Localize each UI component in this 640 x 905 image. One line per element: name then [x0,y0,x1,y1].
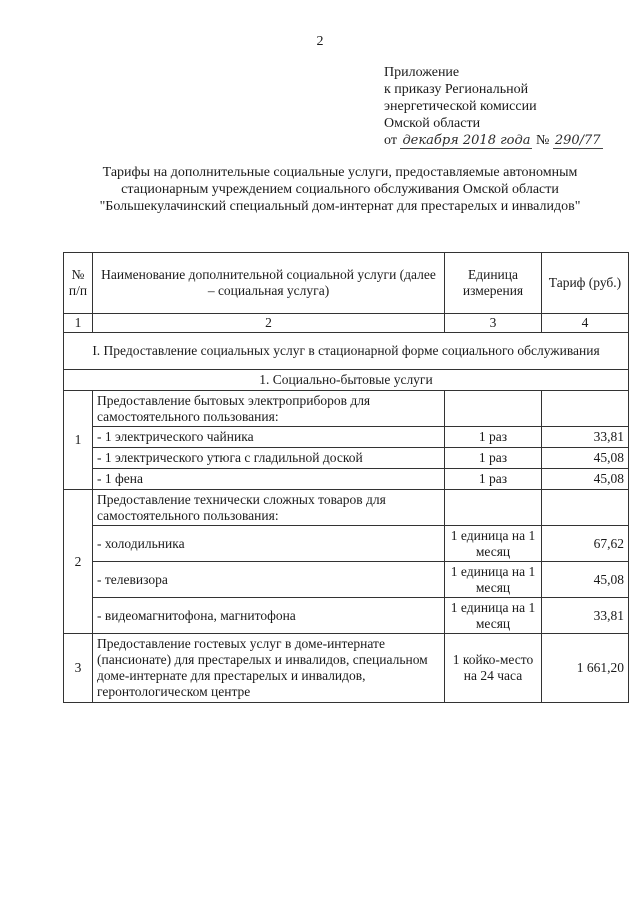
section-title: I. Предоставление социальных услуг в стационарной форме социального обслуживания [64,333,629,370]
empty-cell [542,490,629,526]
page-number: 2 [316,34,324,49]
document-title: Тарифы на дополнительные социальные услуги, предоставляемые автономным стационарным учреждением социального обслуживания Омской области "Большекулачинский специальный дом-интернат для престарелых и инвалидов" [99,165,581,214]
table-row [64,448,629,469]
service-name: Предоставление гостевых услуг в доме-интернате (пансионате) для престарелых и инвалидов, специальном доме-интернате для престарелых и инвалидов, геронтологическом центре [93,634,445,703]
empty-cell [445,391,542,427]
table-row [64,391,629,427]
service-tariff: 67,62 [542,526,629,562]
appendix-block [384,64,603,149]
tariff-table [63,252,629,703]
row-number: 2 [64,490,93,634]
handwritten-date: декабря 2018 года [402,133,531,148]
row-number: 3 [64,634,93,703]
column-number: 1 [64,314,93,333]
service-unit: 1 раз [445,448,542,469]
service-tariff: 33,81 [542,427,629,448]
header-name: Наименование дополнительной социальной услуги (далее – социальная услуга) [93,253,445,314]
subsection-title: 1. Социально-бытовые услуги [64,370,629,391]
service-name: - телевизора [93,562,445,598]
appendix-date-line [384,132,603,149]
column-number: 3 [445,314,542,333]
service-unit: 1 раз [445,427,542,448]
column-numbers-row [64,314,629,333]
section-row [64,333,629,370]
header-num: № п/п [64,253,93,314]
service-tariff: 1 661,20 [542,634,629,703]
service-unit: 1 единица на 1 месяц [445,562,542,598]
service-name: - 1 электрического чайника [93,427,445,448]
table-row [64,427,629,448]
service-tariff: 45,08 [542,562,629,598]
table-row [64,562,629,598]
appendix-line: к приказу Региональной [384,82,529,97]
table-row [64,526,629,562]
table-row [64,490,629,526]
subsection-row [64,370,629,391]
service-tariff: 33,81 [542,598,629,634]
appendix-line: Омской области [384,116,481,131]
service-unit: 1 койко-место на 24 часа [445,634,542,703]
header-tariff: Тариф (руб.) [542,253,629,314]
service-name: - 1 электрического утюга с гладильной доской [93,448,445,469]
group-heading: Предоставление бытовых электроприборов для самостоятельного пользования: [93,391,445,427]
appendix-line: энергетической комиссии [384,99,537,114]
service-name: - 1 фена [93,469,445,490]
empty-cell [445,490,542,526]
table-row [64,634,629,703]
column-number: 4 [542,314,629,333]
service-name: - холодильника [93,526,445,562]
header-unit: Единица измерения [445,253,542,314]
row-number: 1 [64,391,93,490]
service-unit: 1 раз [445,469,542,490]
empty-cell [542,391,629,427]
service-unit: 1 единица на 1 месяц [445,598,542,634]
table-row [64,598,629,634]
column-number: 2 [93,314,445,333]
handwritten-number: 290/77 [554,133,601,148]
service-unit: 1 единица на 1 месяц [445,526,542,562]
group-heading: Предоставление технически сложных товаров для самостоятельного пользования: [93,490,445,526]
from-prefix: от [384,133,397,148]
table-header-row [64,253,629,314]
number-prefix: № [535,133,550,148]
appendix-line: Приложение [384,65,460,80]
table-row [64,469,629,490]
service-tariff: 45,08 [542,448,629,469]
service-name: - видеомагнитофона, магнитофона [93,598,445,634]
service-tariff: 45,08 [542,469,629,490]
